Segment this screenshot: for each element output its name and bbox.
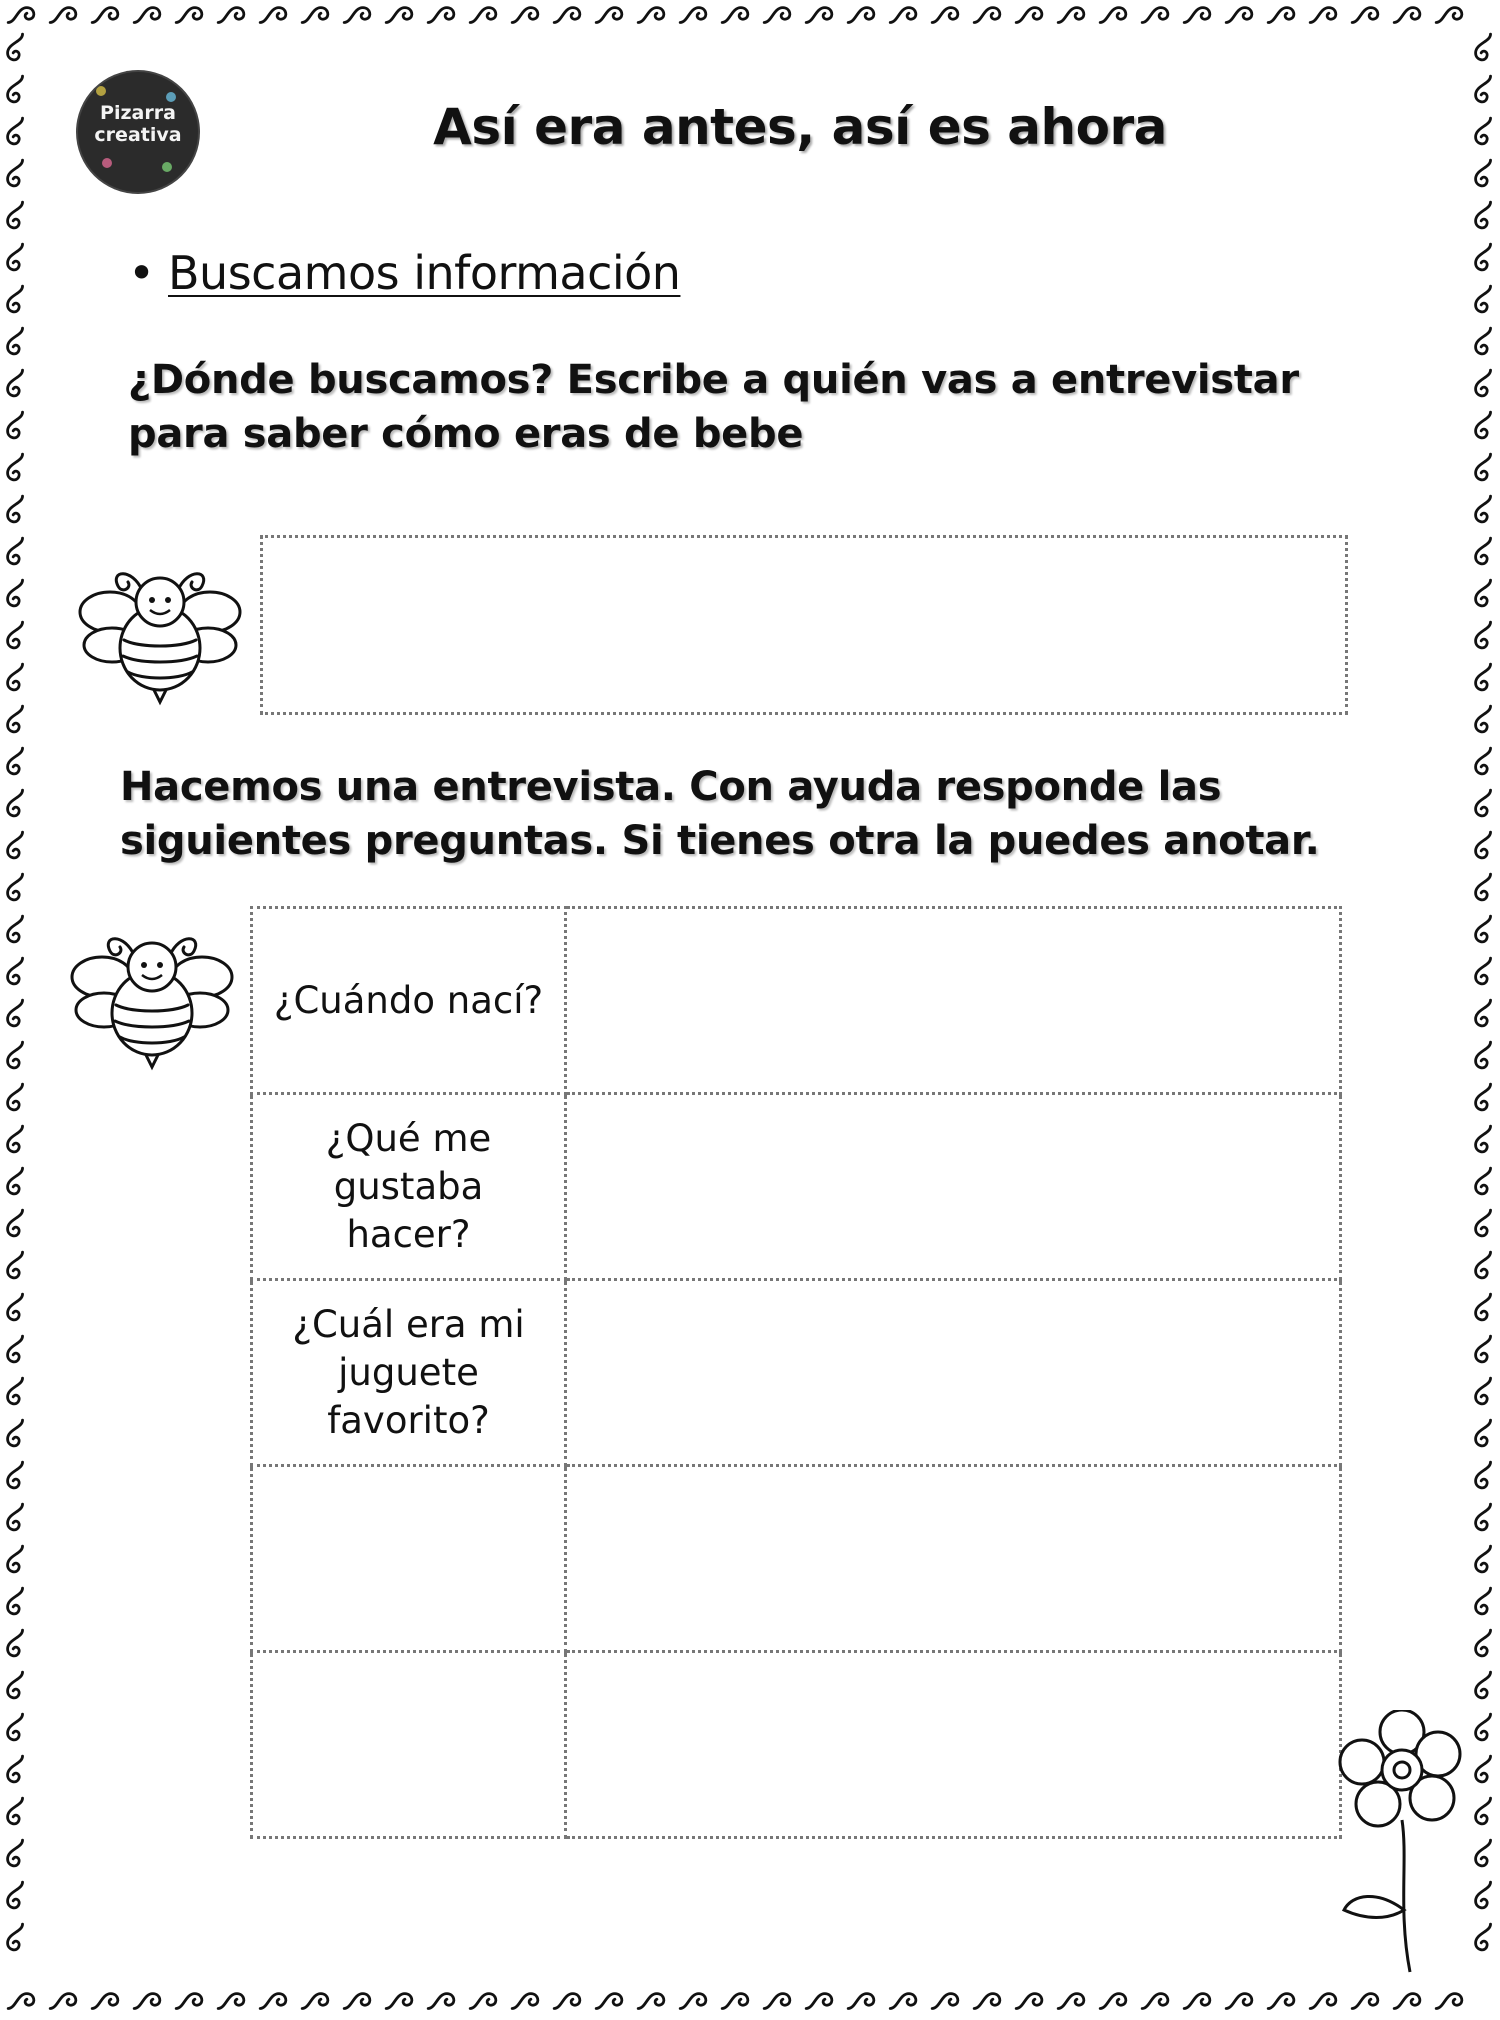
swirl-ornament xyxy=(8,1994,34,2009)
swirl-ornament xyxy=(344,8,370,23)
swirl-ornament xyxy=(8,34,23,60)
swirl-ornament xyxy=(1476,832,1491,858)
swirl-ornament xyxy=(512,1994,538,2009)
logo-line2: creativa xyxy=(94,124,182,146)
swirl-ornament xyxy=(134,1994,160,2009)
swirl-ornament xyxy=(1476,454,1491,480)
question-cell[interactable] xyxy=(252,1652,566,1838)
answer-cell[interactable] xyxy=(566,1652,1341,1838)
swirl-ornament xyxy=(92,8,118,23)
swirl-ornament xyxy=(8,1882,23,1908)
swirl-ornament xyxy=(848,1994,874,2009)
swirl-ornament xyxy=(932,8,958,23)
swirl-ornament xyxy=(1268,1994,1294,2009)
swirl-ornament xyxy=(890,1994,916,2009)
swirl-ornament xyxy=(8,1924,23,1950)
swirl-ornament xyxy=(428,1994,454,2009)
swirl-ornament xyxy=(8,1084,23,1110)
swirl-ornament xyxy=(8,496,23,522)
swirl-ornament xyxy=(1476,1294,1491,1320)
swirl-ornament xyxy=(8,244,23,270)
swirl-ornament xyxy=(8,1588,23,1614)
swirl-ornament xyxy=(8,1462,23,1488)
swirl-ornament xyxy=(1476,1000,1491,1026)
swirl-ornament xyxy=(1142,1994,1168,2009)
swirl-ornament xyxy=(8,412,23,438)
swirl-ornament xyxy=(386,8,412,23)
swirl-ornament xyxy=(8,1714,23,1740)
swirl-ornament xyxy=(1476,1042,1491,1068)
swirl-ornament xyxy=(176,8,202,23)
swirl-ornament xyxy=(8,874,23,900)
swirl-ornament xyxy=(1058,8,1084,23)
swirl-ornament xyxy=(1476,1630,1491,1656)
flower-icon xyxy=(1338,1710,1468,1980)
swirl-ornament xyxy=(596,8,622,23)
swirl-ornament xyxy=(1184,8,1210,23)
swirl-ornament xyxy=(1476,76,1491,102)
swirl-ornament xyxy=(8,916,23,942)
swirl-ornament xyxy=(974,8,1000,23)
swirl-ornament xyxy=(260,1994,286,2009)
swirl-ornament xyxy=(8,1798,23,1824)
swirl-ornament xyxy=(344,1994,370,2009)
swirl-ornament xyxy=(428,8,454,23)
swirl-ornament xyxy=(8,160,23,186)
swirl-ornament xyxy=(8,1420,23,1446)
swirl-ornament xyxy=(8,286,23,312)
swirl-ornament xyxy=(1476,1378,1491,1404)
swirl-ornament xyxy=(638,1994,664,2009)
table-row xyxy=(252,1652,1341,1838)
swirl-ornament xyxy=(1016,8,1042,23)
swirl-ornament xyxy=(8,1504,23,1530)
bullet-marker: • xyxy=(128,246,156,300)
swirl-ornament xyxy=(764,1994,790,2009)
swirl-ornament xyxy=(1476,1840,1491,1866)
swirl-ornament xyxy=(1476,874,1491,900)
swirl-ornament xyxy=(806,8,832,23)
swirl-ornament xyxy=(1394,1994,1420,2009)
swirl-ornament xyxy=(8,370,23,396)
swirl-ornament xyxy=(1476,916,1491,942)
swirl-ornament xyxy=(1476,1126,1491,1152)
swirl-ornament xyxy=(8,1252,23,1278)
page-title: Así era antes, así es ahora xyxy=(433,98,1167,156)
swirl-ornament xyxy=(8,1126,23,1152)
section-heading xyxy=(128,246,680,300)
swirl-ornament xyxy=(50,1994,76,2009)
swirl-ornament xyxy=(1100,1994,1126,2009)
swirl-ornament xyxy=(8,832,23,858)
swirl-ornament xyxy=(1476,1504,1491,1530)
swirl-ornament xyxy=(8,1630,23,1656)
interview-table xyxy=(250,906,1342,1839)
swirl-ornament xyxy=(722,8,748,23)
logo-line1: Pizarra xyxy=(100,102,176,124)
swirl-ornament xyxy=(764,8,790,23)
swirl-ornament xyxy=(1476,412,1491,438)
swirl-ornament xyxy=(1476,1210,1491,1236)
swirl-ornament xyxy=(554,8,580,23)
swirl-ornament xyxy=(8,328,23,354)
swirl-ornament xyxy=(1476,538,1491,564)
swirl-ornament xyxy=(470,1994,496,2009)
swirl-ornament xyxy=(1142,8,1168,23)
swirl-ornament xyxy=(302,8,328,23)
answer-cell[interactable] xyxy=(566,1466,1341,1652)
answer-cell[interactable] xyxy=(566,908,1341,1094)
swirl-ornament xyxy=(386,1994,412,2009)
swirl-ornament xyxy=(1476,706,1491,732)
swirl-ornament xyxy=(1476,328,1491,354)
swirl-ornament xyxy=(8,1210,23,1236)
swirl-ornament xyxy=(8,748,23,774)
swirl-ornament xyxy=(218,1994,244,2009)
swirl-ornament xyxy=(8,958,23,984)
swirl-ornament xyxy=(8,454,23,480)
question-cell[interactable] xyxy=(252,1466,566,1652)
swirl-ornament xyxy=(932,1994,958,2009)
swirl-ornament xyxy=(8,202,23,228)
swirl-ornament xyxy=(1226,1994,1252,2009)
swirl-ornament xyxy=(302,1994,328,2009)
swirl-ornament xyxy=(848,8,874,23)
swirl-ornament xyxy=(1476,1882,1491,1908)
swirl-ornament xyxy=(1476,622,1491,648)
interviewee-answer-box[interactable] xyxy=(260,535,1348,715)
swirl-ornament xyxy=(8,1672,23,1698)
swirl-ornament xyxy=(1476,1756,1491,1782)
swirl-ornament xyxy=(1476,160,1491,186)
swirl-ornament xyxy=(1476,1336,1491,1362)
swirl-ornament xyxy=(1476,958,1491,984)
swirl-ornament xyxy=(260,8,286,23)
swirl-ornament xyxy=(1476,34,1491,60)
swirl-ornament xyxy=(1310,1994,1336,2009)
swirl-ornament xyxy=(8,8,34,23)
swirl-ornament xyxy=(1476,1546,1491,1572)
swirl-ornament xyxy=(1476,202,1491,228)
swirl-ornament xyxy=(554,1994,580,2009)
swirl-ornament xyxy=(1436,8,1462,23)
swirl-ornament xyxy=(1476,790,1491,816)
question-cell: ¿Cuándo nací? xyxy=(252,908,566,1094)
swirl-ornament xyxy=(470,8,496,23)
swirl-ornament xyxy=(92,1994,118,2009)
swirl-ornament xyxy=(806,1994,832,2009)
swirl-ornament xyxy=(1476,664,1491,690)
pizarra-creativa-logo xyxy=(78,72,198,192)
swirl-ornament xyxy=(8,1840,23,1866)
swirl-ornament xyxy=(1352,1994,1378,2009)
table-row xyxy=(252,1466,1341,1652)
swirl-ornament xyxy=(1476,1714,1491,1740)
swirl-ornament xyxy=(8,1336,23,1362)
swirl-ornament xyxy=(1476,496,1491,522)
swirl-ornament xyxy=(1184,1994,1210,2009)
swirl-ornament xyxy=(1016,1994,1042,2009)
swirl-ornament xyxy=(1476,748,1491,774)
swirl-ornament xyxy=(1476,118,1491,144)
answer-cell[interactable] xyxy=(566,1094,1341,1280)
swirl-ornament xyxy=(1476,1588,1491,1614)
swirl-ornament xyxy=(1394,8,1420,23)
swirl-ornament xyxy=(176,1994,202,2009)
swirl-ornament xyxy=(1352,8,1378,23)
swirl-ornament xyxy=(8,790,23,816)
swirl-ornament xyxy=(638,8,664,23)
swirl-ornament xyxy=(8,1756,23,1782)
table-row xyxy=(252,908,1341,1094)
swirl-ornament xyxy=(1476,286,1491,312)
swirl-ornament xyxy=(1476,1672,1491,1698)
swirl-ornament xyxy=(8,118,23,144)
section-heading-text: Buscamos información xyxy=(168,246,681,300)
bee-icon xyxy=(70,550,250,710)
swirl-ornament xyxy=(8,580,23,606)
swirl-ornament xyxy=(218,8,244,23)
swirl-ornament xyxy=(1226,8,1252,23)
swirl-ornament xyxy=(1100,8,1126,23)
swirl-ornament xyxy=(1476,1084,1491,1110)
swirl-ornament xyxy=(1476,1462,1491,1488)
swirl-ornament xyxy=(680,1994,706,2009)
question-cell: ¿Qué me gustaba hacer? xyxy=(252,1094,566,1280)
question-cell: ¿Cuál era mi juguete favorito? xyxy=(252,1280,566,1466)
swirl-ornament xyxy=(1476,1252,1491,1278)
swirl-ornament xyxy=(1476,1420,1491,1446)
swirl-ornament xyxy=(8,538,23,564)
swirl-ornament xyxy=(8,1546,23,1572)
swirl-ornament xyxy=(1476,1168,1491,1194)
swirl-ornament xyxy=(134,8,160,23)
swirl-ornament xyxy=(722,1994,748,2009)
swirl-ornament xyxy=(50,8,76,23)
swirl-ornament xyxy=(890,8,916,23)
swirl-ornament xyxy=(1476,370,1491,396)
swirl-ornament xyxy=(8,1294,23,1320)
swirl-ornament xyxy=(8,706,23,732)
swirl-ornament xyxy=(1476,1924,1491,1950)
table-row xyxy=(252,1094,1341,1280)
interview-prompt: Hacemos una entrevista. Con ayuda responde las siguientes preguntas. Si tienes otra la puedes anotar. xyxy=(120,764,1320,864)
swirl-ornament xyxy=(596,1994,622,2009)
swirl-ornament xyxy=(1476,580,1491,606)
swirl-ornament xyxy=(1058,1994,1084,2009)
swirl-ornament xyxy=(1310,8,1336,23)
question-where-search: ¿Dónde buscamos? Escribe a quién vas a entrevistar para saber cómo eras de bebe xyxy=(128,357,1299,457)
swirl-ornament xyxy=(512,8,538,23)
answer-cell[interactable] xyxy=(566,1280,1341,1466)
swirl-ornament xyxy=(8,1042,23,1068)
swirl-ornament xyxy=(8,622,23,648)
bee-icon xyxy=(62,915,242,1075)
swirl-ornament xyxy=(1476,1798,1491,1824)
swirl-ornament xyxy=(8,1378,23,1404)
table-row xyxy=(252,1280,1341,1466)
swirl-ornament xyxy=(680,8,706,23)
swirl-ornament xyxy=(974,1994,1000,2009)
swirl-ornament xyxy=(1436,1994,1462,2009)
swirl-ornament xyxy=(1476,244,1491,270)
swirl-ornament xyxy=(8,76,23,102)
swirl-ornament xyxy=(8,1000,23,1026)
swirl-ornament xyxy=(8,1168,23,1194)
swirl-ornament xyxy=(8,664,23,690)
swirl-ornament xyxy=(1268,8,1294,23)
